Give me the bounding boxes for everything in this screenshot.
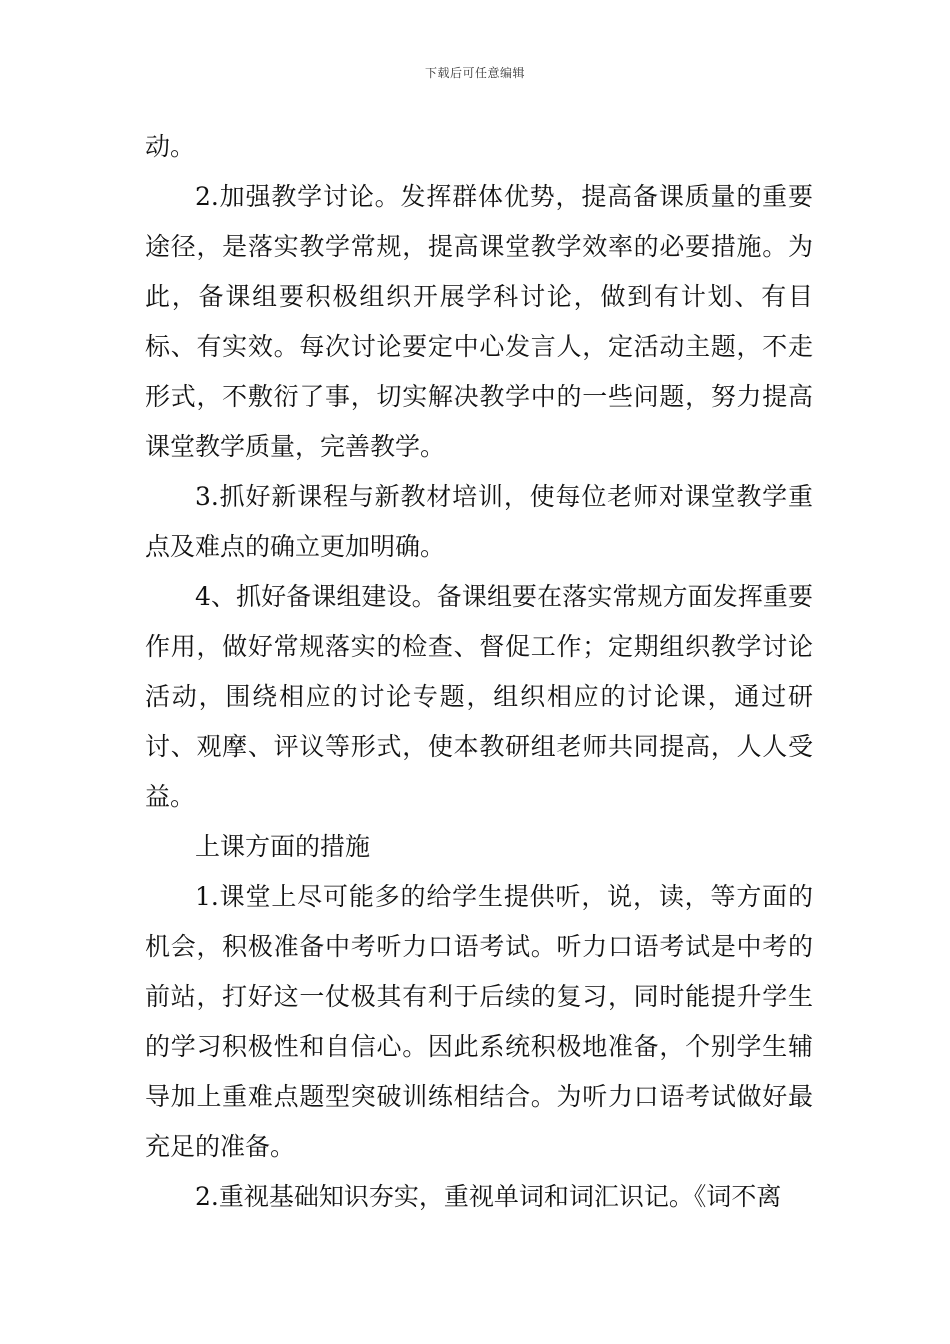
paragraph-listening-speaking: 1.课堂上尽可能多的给学生提供听，说，读，等方面的机会，积极准备中考听力口语考试。听力口语考试是中考的前站，打好这一仗极其有利于后续的复习，同时能提升学生的学习积极性和自信心。因此系统积极地准备，个别学生辅导加上重难点题型突破训练相结合。为听力口语考试做好最充足的准备。 bbox=[145, 882, 813, 1161]
paragraph-vocabulary: 2.重视基础知识夯实，重视单词和词汇识记。《词不离 bbox=[195, 1182, 782, 1211]
section-heading-class-measures: 上课方面的措施 bbox=[195, 832, 371, 861]
paragraph-curriculum-training: 3.抓好新课程与新教材培训，使每位老师对课堂教学重点及难点的确立更加明确。 bbox=[145, 482, 813, 561]
paragraph-group-building: 4、抓好备课组建设。备课组要在落实常规方面发挥重要作用，做好常规落实的检查、督促工作；定期组织教学讨论活动，围绕相应的讨论专题，组织相应的讨论课，通过研讨、观摩、评议等形式，使本教研组老师共同提高，人人受益。 bbox=[145, 582, 813, 811]
paragraph-teaching-discussion: 2.加强教学讨论。发挥群体优势，提高备课质量的重要途径，是落实教学常规，提高课堂教学效率的必要措施。为此，备课组要积极组织开展学科讨论，做到有计划、有目标、有实效。每次讨论要定中心发言人，定活动主题，不走形式，不敷衍了事，切实解决教学中的一些问题，努力提高课堂教学质量，完善教学。 bbox=[145, 182, 813, 461]
paragraph-continuation: 动。 bbox=[145, 132, 196, 161]
page-header: 下载后可任意编辑 bbox=[424, 66, 525, 80]
document-body bbox=[145, 122, 813, 1222]
